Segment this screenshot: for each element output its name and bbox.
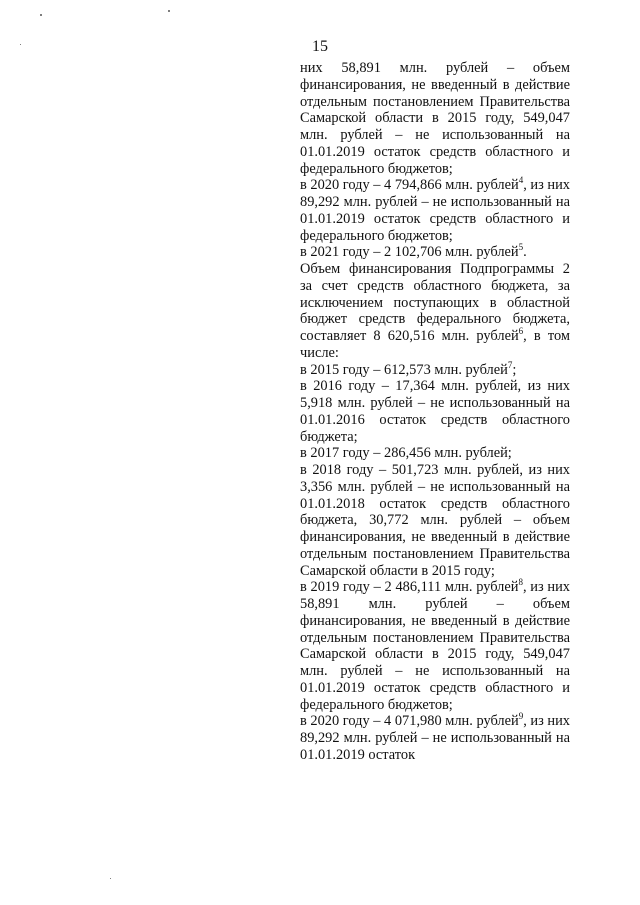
paragraph-text: Объем финансирования Подпрограммы 2 за счет средств областного бюджета, за исключением поступающих в областной бюджет средств федерального бюджета, составляет 8 620,516 млн. рублей [300,261,570,344]
paragraph [300,60,570,177]
paragraph-tail: ; [512,361,517,378]
paragraph-text: в 2019 году – 2 486,111 млн. рублей [300,579,519,596]
paragraph-text: в 2020 году – 4 071,980 млн. рублей [300,713,519,730]
paragraph-text: в 2018 году – 501,723 млн. рублей, из них 3,356 млн. рублей – не использованный на 01.01.2018 остаток средств областного бюджета, 30,772 млн. рублей – объем финансирования, не введенный в действие отдельным постановлением Правительства Самарской области в 2015 году; [300,462,570,579]
paragraph [300,713,570,763]
scan-speck [168,10,170,12]
paragraph [300,244,570,261]
paragraph-tail: , из них 89,292 млн. рублей – не использованный на 01.01.2019 остаток средств областного и федерального бюджетов; [300,177,571,244]
paragraph-tail: . [523,244,527,261]
paragraph [300,359,570,379]
paragraph [300,445,570,462]
footnote-ref: 5 [518,242,524,253]
footnote-ref: 8 [518,577,523,588]
paragraph-text: них 58,891 млн. рублей – объем финансирования, не введенный в действие отдельным постановлением Правительства Самарской области в 2015 году, 549,047 млн. рублей – не использованный на 01.01.2019 остаток средств областного и федерального бюджетов; [300,60,570,177]
paragraph-text: в 2017 году – 286,456 млн. рублей; [300,445,512,462]
paragraph-tail: , в том числе: [300,328,570,361]
paragraph-text: в 2016 году – 17,364 млн. рублей, из них 5,918 млн. рублей – не использованный на 01.01.2016 остаток средств областного бюджета; [300,378,570,445]
paragraph [300,579,570,713]
paragraph [300,177,570,244]
footnote-ref: 4 [518,175,524,186]
scan-speck [20,44,21,45]
paragraph-tail: , из них 89,292 млн. рублей – не использованный на 01.01.2019 остаток [300,713,571,763]
paragraph-tail: , из них 58,891 млн. рублей – объем финансирования, не введенный в действие отдельным постановлением Правительства Самарской области в 2015 году, 549,047 млн. рублей – не использованный на 01.01.2019 остаток средств областного и федерального бюджетов; [300,579,570,713]
footnote-ref: 7 [507,359,513,370]
paragraph-text: в 2015 году – 612,573 млн. рублей [300,361,508,378]
scan-speck [110,878,111,879]
footnote-ref: 9 [518,711,524,722]
footnote-ref: 6 [518,326,524,337]
page-number: 15 [312,38,328,55]
paragraph-text: в 2021 году – 2 102,706 млн. рублей [300,244,519,261]
paragraph [300,378,570,445]
text-column [300,60,570,764]
paragraph [300,261,570,362]
paragraph [300,462,570,579]
paragraph-text: в 2020 году – 4 794,866 млн. рублей [300,177,519,194]
scan-speck [40,14,42,16]
